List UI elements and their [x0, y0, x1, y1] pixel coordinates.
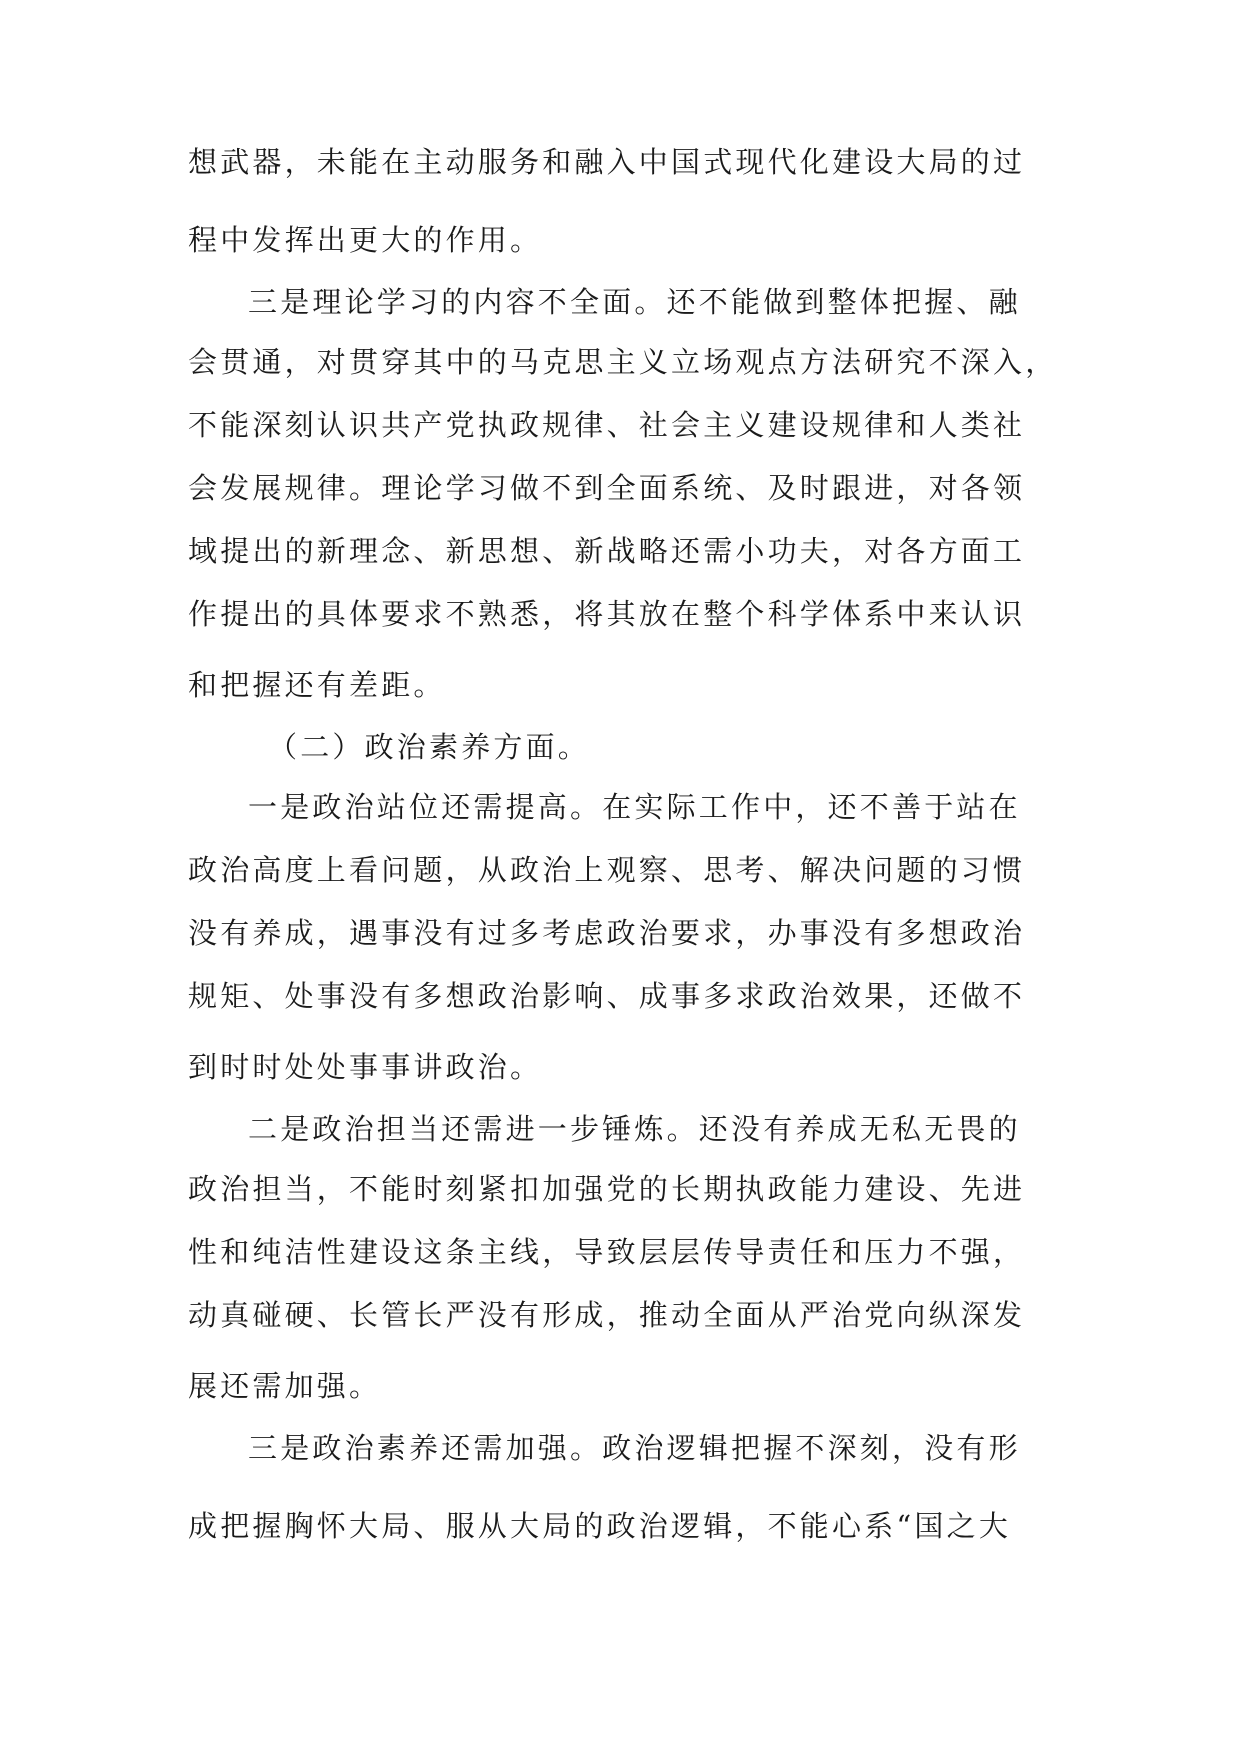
text-line: 想武器，未能在主动服务和融入中国式现代化建设大局的过 [188, 145, 1026, 179]
text-line: 和把握还有差距。 [188, 668, 446, 702]
text-line: 没有养成，遇事没有过多考虑政治要求，办事没有多想政治 [188, 916, 1026, 950]
text-line: 动真碰硬、长管长严没有形成，推动全面从严治党向纵深发 [188, 1298, 1026, 1332]
section-heading: （二）政治素养方面。 [268, 730, 591, 764]
text-line: 域提出的新理念、新思想、新战略还需小功夫，对各方面工 [188, 534, 1026, 568]
text-line: 到时时处处事事讲政治。 [188, 1050, 543, 1084]
text-line: 政治高度上看问题，从政治上观察、思考、解决问题的习惯 [188, 853, 1026, 887]
paragraph-start: 一是政治站位还需提高。在实际工作中，还不善于站在 [248, 790, 1021, 824]
text-line: 不能深刻认识共产党执政规律、社会主义建设规律和人类社 [188, 408, 1026, 442]
text-line: 规矩、处事没有多想政治影响、成事多求政治效果，还做不 [188, 979, 1026, 1013]
text-line: 程中发挥出更大的作用。 [188, 223, 543, 257]
paragraph-start: 二是政治担当还需进一步锤炼。还没有养成无私无畏的 [248, 1112, 1021, 1146]
paragraph-start: 三是政治素养还需加强。政治逻辑把握不深刻，没有形 [248, 1431, 1021, 1465]
text-line: 会贯通，对贯穿其中的马克思主义立场观点方法研究不深入， [188, 345, 1058, 379]
text-line: 政治担当，不能时刻紧扣加强党的长期执政能力建设、先进 [188, 1172, 1026, 1206]
text-line: 会发展规律。理论学习做不到全面系统、及时跟进，对各领 [188, 471, 1026, 505]
text-line: 作提出的具体要求不熟悉，将其放在整个科学体系中来认识 [188, 597, 1026, 631]
text-line: 展还需加强。 [188, 1369, 382, 1403]
paragraph-start: 三是理论学习的内容不全面。还不能做到整体把握、融 [248, 285, 1021, 319]
text-line: 性和纯洁性建设这条主线，导致层层传导责任和压力不强， [188, 1235, 1026, 1269]
text-line: 成把握胸怀大局、服从大局的政治逻辑，不能心系“国之大 [188, 1509, 1012, 1543]
